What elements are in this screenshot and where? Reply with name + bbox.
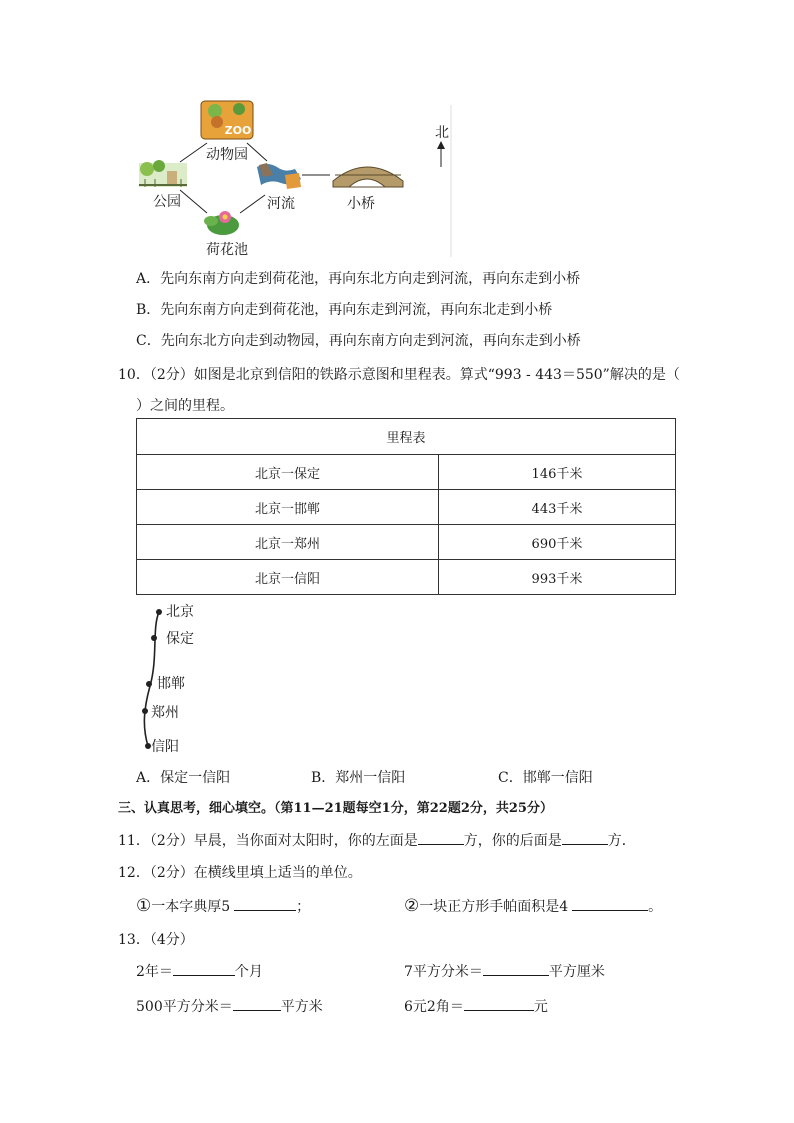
q12-item-1-text: 一本字典厚5 (151, 899, 231, 915)
table-cell-distance: 690千米 (438, 525, 675, 560)
q12-item-1-end: ； (296, 899, 311, 915)
q13-answer-blank-a[interactable] (173, 963, 235, 976)
q13-answer-blank-d[interactable] (464, 998, 534, 1011)
q13-item-c (136, 998, 323, 1016)
q13-d-pre: 6元2角＝ (404, 999, 464, 1015)
table-cell-route: 北京一郑州 (137, 525, 439, 560)
q12-item-2-end: 。 (648, 899, 663, 915)
table-title: 里程表 (137, 419, 676, 455)
q13-item-a (136, 963, 263, 981)
q10-option-a: A．保定一信阳 (136, 770, 231, 786)
q13-item-b (404, 963, 605, 981)
q13-a-post: 个月 (234, 964, 263, 980)
north-arrow-icon (437, 141, 445, 149)
q13-item-d (404, 998, 548, 1016)
river-icon (257, 163, 301, 189)
q12-item-2-text: 一块正方形手帕面积是4 (419, 899, 569, 915)
q11-text-1: 11．（2分）早晨，当你面对太阳时，你的左面是 (118, 833, 418, 849)
label-bridge: 小桥 (347, 196, 375, 212)
q11-answer-blank-2[interactable] (562, 832, 608, 845)
q13-b-pre: 7平方分米＝ (404, 964, 483, 980)
park-icon (139, 160, 187, 187)
line-park-zoo (180, 143, 207, 162)
q11-text-2: 方，你的后面是 (463, 833, 562, 849)
q9-option-b: B．先向东南方向走到荷花池，再向东走到河流，再向东北走到小桥 (136, 302, 553, 318)
q13-a-pre: 2年＝ (136, 964, 173, 980)
q12-item-2-marker: ② (404, 896, 420, 916)
label-park: 公园 (153, 194, 181, 210)
q13-answer-blank-b[interactable] (483, 963, 549, 976)
q12-item-1-marker: ① (136, 896, 152, 916)
q9-option-c: C．先向东北方向走到动物园，再向东南方向走到河流，再向东走到小桥 (136, 333, 581, 349)
line-park-pond (180, 190, 207, 213)
label-zoo: 动物园 (206, 147, 248, 163)
station-dot (142, 708, 148, 714)
station-dot (151, 635, 157, 641)
q9-option-a: A．先向东南方向走到荷花池，再向东北方向走到河流，再向东走到小桥 (136, 271, 581, 287)
station-label: 北京 (166, 604, 194, 620)
label-river: 河流 (267, 196, 295, 212)
table-row (137, 455, 676, 490)
station-label: 邯郸 (157, 676, 185, 692)
table-cell-distance: 146千米 (438, 455, 675, 490)
q13-answer-blank-c[interactable] (233, 998, 281, 1011)
table-row (137, 525, 676, 560)
table-cell-route: 北京一邯郸 (137, 490, 439, 525)
q13-b-post: 平方厘米 (548, 964, 605, 980)
line-pond-river (240, 195, 265, 213)
table-cell-distance: 993千米 (438, 560, 675, 595)
q10-option-c: C．邯郸一信阳 (498, 770, 593, 786)
table-cell-distance: 443千米 (438, 490, 675, 525)
label-lotus-pond: 荷花池 (206, 242, 248, 258)
direction-map (135, 95, 455, 260)
q13-c-post: 平方米 (280, 999, 323, 1015)
table-cell-route: 北京一信阳 (137, 560, 439, 595)
q11-text-3: 方． (607, 833, 636, 849)
q10-stem-line1: 10．（2分）如图是北京到信阳的铁路示意图和里程表。算式“993 - 443＝550”解决的是（ (118, 367, 680, 383)
q11-question (118, 832, 636, 850)
q12-item-2 (404, 897, 662, 916)
q13-d-post: 元 (533, 999, 548, 1015)
table-row (137, 560, 676, 595)
station-dot (146, 681, 152, 687)
north-label: 北 (435, 125, 449, 141)
zoo-sign-text: ZOO (224, 124, 252, 137)
station-dot (156, 609, 162, 615)
mileage-table (136, 418, 676, 595)
lotus-pond-icon (204, 211, 239, 235)
table-row (137, 490, 676, 525)
station-label: 保定 (166, 631, 194, 647)
railway-route-map (130, 598, 230, 758)
line-zoo-river (247, 143, 267, 161)
q10-option-b: B．郑州一信阳 (311, 770, 406, 786)
q12-answer-blank-2[interactable] (572, 898, 648, 911)
q12-item-1 (136, 897, 310, 916)
q12-stem: 12．（2分）在横线里填上适当的单位。 (118, 865, 362, 881)
q10-stem-line2: ）之间的里程。 (136, 398, 234, 414)
station-label: 郑州 (151, 705, 179, 721)
zoo-icon (201, 101, 253, 139)
q12-answer-blank-1[interactable] (234, 898, 296, 911)
q13-stem: 13．（4分） (118, 932, 194, 948)
q11-answer-blank-1[interactable] (418, 832, 464, 845)
station-label: 信阳 (151, 739, 179, 755)
bridge-icon (333, 167, 403, 187)
table-header-row (137, 419, 676, 455)
table-cell-route: 北京一保定 (137, 455, 439, 490)
q13-c-pre: 500平方分米＝ (136, 999, 233, 1015)
section-3-heading: 三、认真思考，细心填空。（第11—21题每空1分，第22题2分，共25分） (118, 801, 553, 816)
